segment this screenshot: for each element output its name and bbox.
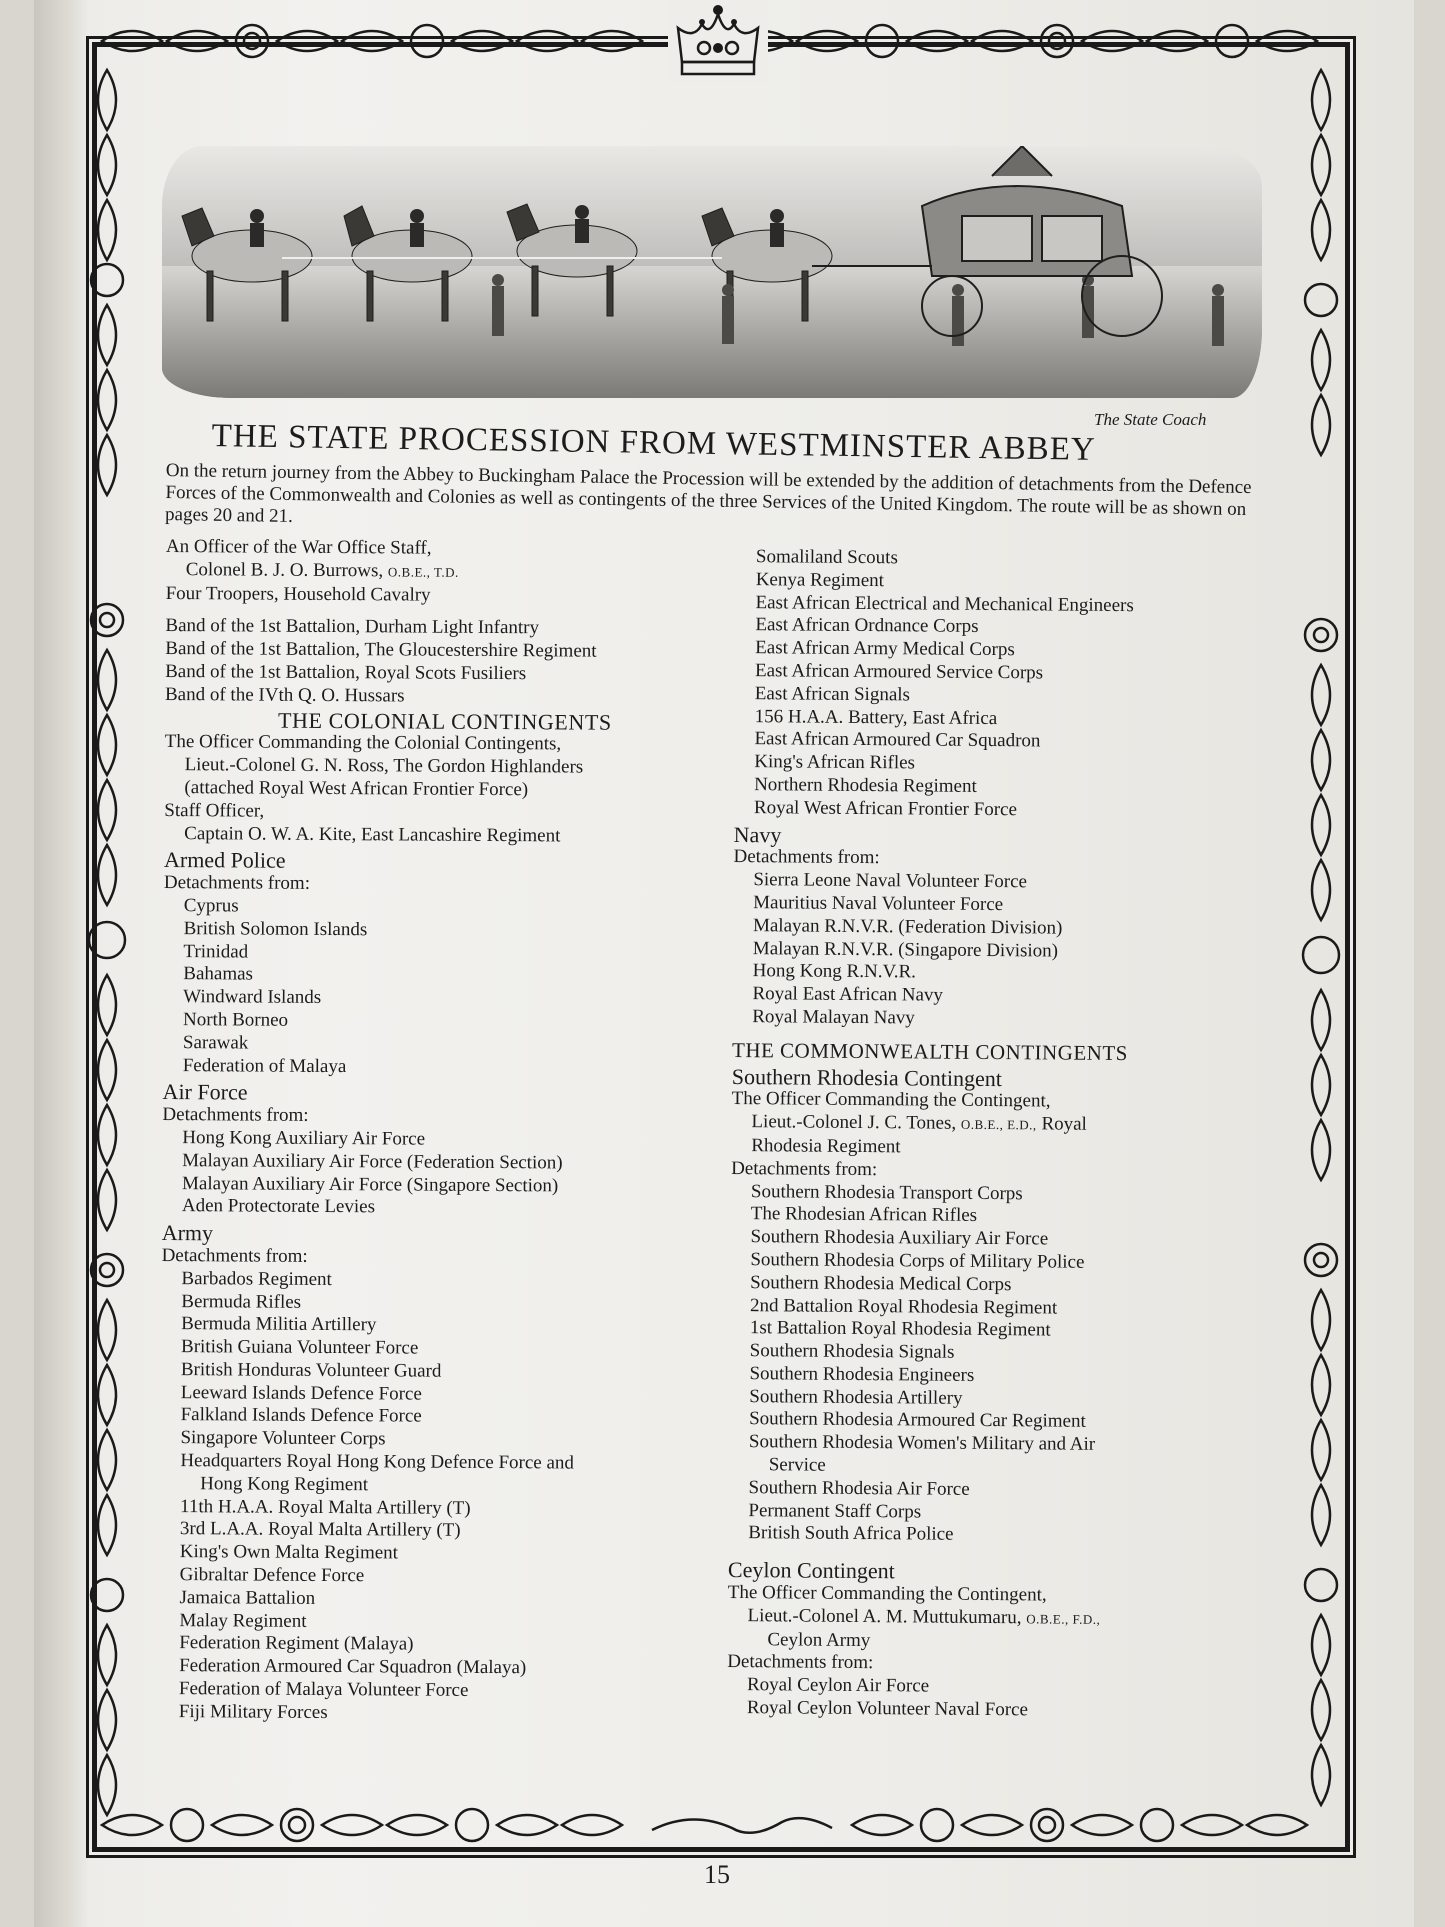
detachments-label: Detachments from: (163, 872, 311, 895)
list-item: Sierra Leone Naval Volunteer Force (753, 869, 1028, 893)
list-item: Federation of Malaya (182, 1054, 347, 1077)
list-item: Kenya Regiment (755, 568, 885, 591)
staff-officer-label: Staff Officer, (164, 799, 265, 822)
list-item: British Honduras Volunteer Guard (180, 1358, 442, 1382)
list-item: Trinidad (183, 940, 249, 963)
list-item: East African Ordnance Corps (755, 614, 979, 638)
ceylon-commander-line-3: Ceylon Army (767, 1628, 871, 1651)
list-item: Royal Ceylon Air Force (746, 1674, 930, 1697)
list-item: Gibraltar Defence Force (179, 1564, 365, 1587)
list-item: Bermuda Militia Artillery (181, 1313, 377, 1336)
list-item: Aden Protectorate Levies (181, 1195, 376, 1218)
list-item: Southern Rhodesia Transport Corps (750, 1180, 1023, 1204)
list-item: East African Army Medical Corps (755, 637, 1015, 661)
border-left-ornament (86, 60, 128, 1820)
list-item: Headquarters Royal Hong Kong Defence Force and (180, 1450, 575, 1474)
page-title: THE STATE PROCESSION FROM WESTMINSTER ABBEY (211, 418, 1097, 468)
book-gutter (34, 0, 90, 1927)
list-item: Bahamas (183, 963, 254, 985)
colonial-commander-line-3: (attached Royal West African Frontier Force) (184, 777, 529, 801)
band-line: Band of the 1st Battalion, Durham Light Infantry (165, 615, 540, 639)
page-number: 15 (704, 1860, 730, 1889)
border-right-ornament (1300, 60, 1342, 1820)
list-item: King's African Rifles (754, 751, 916, 774)
list-item: Royal Ceylon Volunteer Naval Force (746, 1697, 1029, 1721)
state-coach-photo (162, 146, 1262, 398)
list-item: British Guiana Volunteer Force (180, 1336, 419, 1359)
list-item: Southern Rhodesia Medical Corps (750, 1271, 1012, 1295)
officer-line-2: Colonel B. J. O. Burrows, O.B.E., T.D. (185, 558, 459, 582)
list-item: Jamaica Battalion (179, 1586, 316, 1609)
list-item: Royal West African Frontier Force (753, 796, 1018, 820)
list-item: British Solomon Islands (183, 917, 368, 940)
list-item: Windward Islands (183, 986, 322, 1009)
crown-icon (668, 0, 768, 82)
list-item: Malayan R.N.V.R. (Singapore Division) (752, 937, 1059, 962)
colonial-commander-line-1: The Officer Commanding the Colonial Contingents, (164, 731, 562, 755)
staff-officer-name: Captain O. W. A. Kite, East Lancashire Regiment (184, 822, 561, 846)
list-item: Mauritius Naval Volunteer Force (753, 892, 1004, 916)
list-item: 11th H.A.A. Royal Malta Artillery (T) (180, 1495, 471, 1519)
post-nominals: O.B.E., F.D., (1026, 1611, 1101, 1627)
list-item: King's Own Malta Regiment (179, 1541, 399, 1564)
sr-commander-line-2: Lieut.-Colonel J. C. Tones, O.B.E., E.D., Royal (751, 1111, 1087, 1135)
list-item: Permanent Staff Corps (748, 1499, 922, 1523)
left-column (159, 536, 726, 1727)
list-item: Hong Kong Auxiliary Air Force (182, 1127, 426, 1150)
list-item: Hong Kong Regiment (200, 1473, 369, 1496)
sr-commander-line-3: Rhodesia Regiment (751, 1135, 901, 1158)
list-item: Southern Rhodesia Artillery (749, 1385, 963, 1409)
ceylon-heading: Ceylon Contingent (727, 1557, 895, 1584)
border-bottom-ornament (92, 1800, 1347, 1850)
list-item: Malayan Auxiliary Air Force (Singapore Section) (181, 1172, 559, 1196)
detachments-label: Detachments from: (162, 1104, 309, 1127)
list-item: Barbados Regiment (181, 1267, 332, 1290)
list-item: Southern Rhodesia Women's Military and Air (748, 1431, 1096, 1456)
list-item: East African Signals (754, 682, 911, 706)
list-item: Southern Rhodesia Signals (749, 1340, 955, 1363)
list-item: East African Electrical and Mechanical Engineers (755, 591, 1134, 616)
post-nominals: O.B.E., E.D., (960, 1116, 1037, 1133)
list-item: British South Africa Police (748, 1522, 954, 1546)
list-item: Fiji Military Forces (178, 1700, 328, 1723)
list-item: Southern Rhodesia Corps of Military Police (750, 1249, 1085, 1273)
colonial-commander-line-2: Lieut.-Colonel G. N. Ross, The Gordon Highlanders (184, 754, 584, 778)
list-item: Malay Regiment (179, 1609, 307, 1632)
detachments-label: Detachments from: (161, 1244, 308, 1267)
colonial-contingents-heading: THE COLONIAL CONTINGENTS (277, 707, 612, 735)
list-item: Royal Malayan Navy (752, 1006, 915, 1029)
band-line: Band of the IVth Q. O. Hussars (164, 683, 405, 707)
list-item: Sarawak (182, 1031, 249, 1054)
ceylon-commander-line-1: The Officer Commanding the Contingent, (727, 1582, 1047, 1606)
sr-commander-line-1: The Officer Commanding the Contingent, (731, 1088, 1051, 1112)
list-item: East African Armoured Service Corps (754, 660, 1044, 684)
list-item: 3rd L.A.A. Royal Malta Artillery (T) (179, 1518, 461, 1542)
right-column (727, 546, 1256, 1724)
list-item: Northern Rhodesia Regiment (754, 774, 977, 797)
southern-rhodesia-heading: Southern Rhodesia Contingent (731, 1063, 1003, 1091)
post-nominals: O.B.E., T.D. (387, 564, 459, 580)
list-item: Federation of Malaya Volunteer Force (178, 1678, 469, 1701)
list-item: Federation Regiment (Malaya) (179, 1632, 414, 1655)
list-item: Leeward Islands Defence Force (180, 1381, 422, 1405)
intro-paragraph: On the return journey from the Abbey to Buckingham Palace the Procession will be extended by the addition of detachments from the Defence Forces of the Commonwealth and Colonies as well as contingents of the three Services of the United Kingdom. The route will be as shown on pages 20 and 21. (164, 460, 1252, 527)
list-item: Royal East African Navy (752, 983, 944, 1006)
air-force-heading: Air Force (162, 1079, 248, 1105)
list-item: Hong Kong R.N.V.R. (752, 960, 917, 983)
detachments-label: Detachments from: (731, 1157, 878, 1180)
list-item: Cyprus (183, 895, 239, 917)
detachments-label: Detachments from: (727, 1651, 874, 1674)
ceylon-commander-line-2: Lieut.-Colonel A. M. Muttukumaru, O.B.E., F.D., (747, 1604, 1101, 1629)
list-item: Southern Rhodesia Air Force (748, 1477, 970, 1500)
navy-heading: Navy (733, 821, 782, 847)
list-item: Malayan Auxiliary Air Force (Federation Section) (182, 1149, 563, 1174)
officer-line-1: An Officer of the War Office Staff, (165, 536, 432, 559)
list-item: Singapore Volunteer Corps (180, 1427, 386, 1450)
list-item: The Rhodesian African Rifles (750, 1203, 978, 1227)
detachments-label: Detachments from: (733, 846, 880, 869)
list-item: Bermuda Rifles (181, 1290, 302, 1313)
list-item: North Borneo (182, 1009, 289, 1031)
list-item: Southern Rhodesia Auxiliary Air Force (750, 1226, 1049, 1250)
armed-police-heading: Armed Police (163, 847, 286, 874)
list-item: Southern Rhodesia Engineers (749, 1363, 975, 1386)
band-line: Band of the 1st Battalion, Royal Scots Fusiliers (165, 660, 527, 685)
list-item: Somaliland Scouts (755, 546, 898, 569)
band-line: Band of the 1st Battalion, The Gloucestershire Regiment (165, 638, 597, 662)
list-item: 1st Battalion Royal Rhodesia Regiment (749, 1317, 1051, 1341)
list-item: Malayan R.N.V.R. (Federation Division) (752, 914, 1063, 939)
list-item: Falkland Islands Defence Force (180, 1404, 422, 1428)
list-item: Federation Armoured Car Squadron (Malaya) (179, 1655, 527, 1679)
troopers-line: Four Troopers, Household Cavalry (165, 582, 431, 606)
photo-caption: The State Coach (1094, 410, 1207, 429)
commonwealth-contingents-heading: THE COMMONWEALTH CONTINGENTS (731, 1037, 1129, 1065)
list-item: East African Armoured Car Squadron (754, 728, 1041, 752)
list-item: Service (768, 1454, 826, 1476)
list-item: 156 H.A.A. Battery, East Africa (754, 705, 998, 729)
army-heading: Army (161, 1220, 214, 1246)
list-item: Southern Rhodesia Armoured Car Regiment (749, 1408, 1086, 1433)
list-item: 2nd Battalion Royal Rhodesia Regiment (749, 1294, 1058, 1319)
